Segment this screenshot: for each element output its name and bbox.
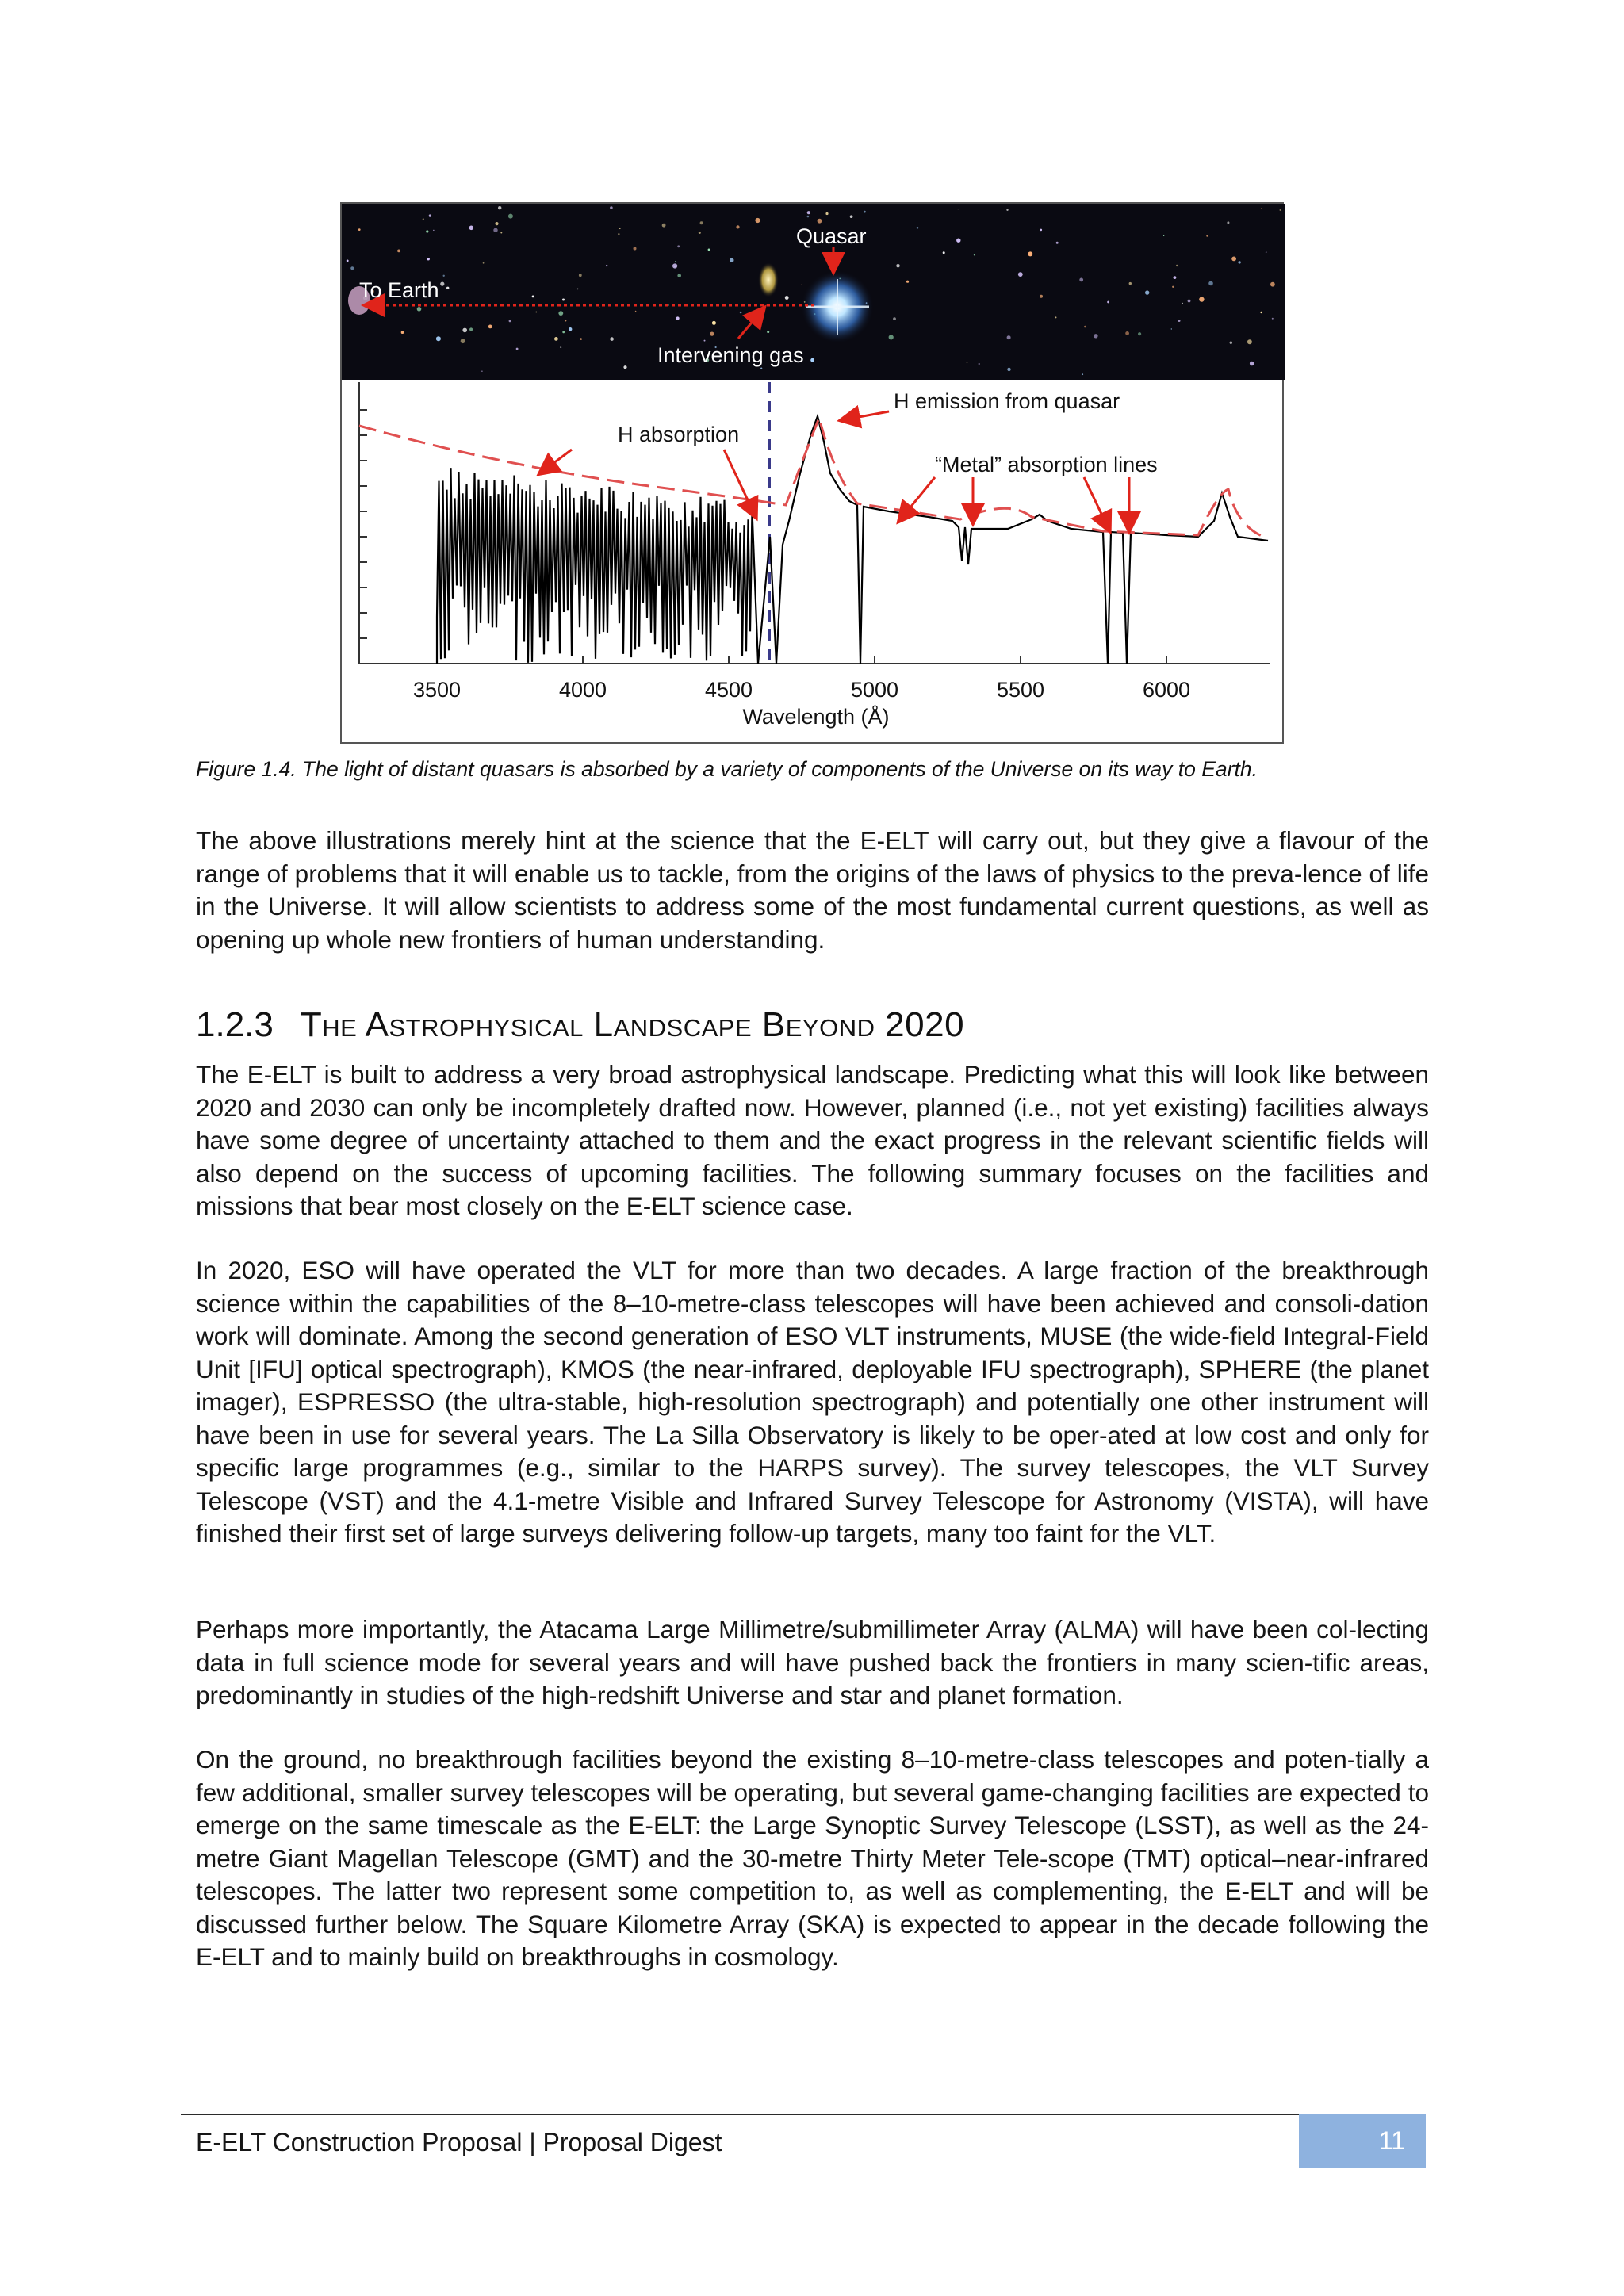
x-tick-label: 3500 — [412, 678, 462, 702]
star — [760, 368, 762, 369]
star — [943, 251, 945, 254]
star — [443, 275, 445, 277]
star — [818, 219, 822, 224]
star — [429, 214, 431, 216]
star — [767, 331, 769, 333]
star — [1107, 301, 1109, 304]
star — [1006, 209, 1008, 211]
intro-paragraph: The above illustrations merely hint at the science that the E-ELT will carry out, but they give a flavour of the range of problems that it will enable us to tackle, from the origins of the laws of physics to the preva-lence of life in the Universe. It will allow scientists to address some of the most fundamental current questions, as well as opening up whole new frontiers of human understanding. — [196, 826, 1429, 954]
star — [1270, 282, 1275, 287]
star — [1084, 326, 1086, 328]
star — [569, 327, 572, 331]
star — [1247, 339, 1252, 344]
star — [426, 230, 428, 232]
star — [662, 224, 666, 228]
star — [850, 215, 853, 218]
star — [672, 263, 677, 268]
star — [401, 331, 404, 334]
section-title: The Astrophysical Landscape Beyond 2020 — [300, 1005, 965, 1044]
star — [807, 211, 810, 214]
star — [1208, 281, 1213, 286]
footer-title: E-ELT Construction Proposal | Proposal Digest — [196, 2128, 722, 2156]
star — [516, 348, 519, 350]
star — [755, 218, 760, 223]
star — [1178, 320, 1181, 322]
star — [1007, 335, 1011, 339]
star — [1188, 300, 1191, 303]
star — [967, 362, 968, 363]
star — [1125, 331, 1129, 335]
star — [956, 239, 960, 243]
star — [1082, 373, 1083, 375]
star — [825, 212, 828, 215]
star — [1129, 282, 1132, 285]
star — [712, 321, 716, 325]
star — [509, 320, 511, 323]
star — [606, 265, 607, 266]
star — [498, 206, 501, 209]
star — [1145, 290, 1149, 294]
section-paragraph: In 2020, ESO will have operated the VLT for more than two decades. A large fraction of the breakthrough science within the capabilities of the 8–10-metre-class telescopes will have been achieved and consoli-dation work will dominate. Among the second generation of ESO VLT instruments, MUSE (the wide-field Integral-Field Unit [IFU] optical spectrograph), KMOS (the near-infrared, deployable IFU spectrograph), SPHERE (the planet imager), ESPRESSO (the ultra-stable, high-resolution spectrograph) and potentially one other instrument will have been in use for several years. The La Silla Observatory is likely to be oper-ated at low cost and only for specific large programmes (e.g., similar to the HARPS survey). The survey telescopes, the VLT Survey Telescope (VST) and the 4.1-metre Visible and Infrared Survey Telescope for Astronomy (VISTA), will have finished their first set of large surveys delivering follow-up targets, many too faint for the VLT. — [196, 1256, 1429, 1548]
star — [560, 346, 561, 348]
star — [469, 226, 474, 231]
star — [1176, 265, 1178, 266]
star — [1260, 312, 1262, 313]
page-number-badge — [1299, 2114, 1426, 2168]
star — [495, 222, 498, 225]
star — [810, 358, 814, 362]
star — [1266, 251, 1267, 253]
star — [350, 266, 354, 270]
star — [577, 289, 579, 290]
star — [917, 227, 919, 229]
star — [675, 261, 676, 262]
star — [1094, 334, 1097, 338]
x-tick-label: 5500 — [996, 678, 1045, 702]
x-axis-label: Wavelength (Å) — [742, 705, 890, 729]
star — [740, 312, 742, 314]
page-number: 11 — [1378, 2126, 1405, 2155]
star — [700, 221, 703, 224]
x-tick-label: 4000 — [558, 678, 607, 702]
star — [1272, 318, 1274, 320]
star — [433, 230, 434, 231]
section-paragraph: The E-ELT is built to address a very broad astrophysical landscape. Predicting what this will look like between 2020 and 2030 can only be incompletely drafted now. However, planned (i.e., not yet existing) facilities always have some degree of uncertainty attached to them and the exact progress in the relevant scientific fields will also depend on the success of upcoming facilities. The following summary focuses on the facilities and missions that bear most closely on the E-ELT science case. — [196, 1060, 1429, 1220]
h-emission-arrow — [841, 411, 889, 420]
star — [1199, 297, 1204, 301]
star — [896, 264, 899, 267]
spectrum-plot — [359, 382, 1270, 729]
star — [1172, 286, 1174, 288]
star — [483, 262, 485, 264]
star — [610, 206, 613, 209]
star — [1230, 342, 1232, 344]
star — [708, 249, 710, 251]
star — [1206, 235, 1208, 237]
star — [1261, 208, 1262, 209]
x-tick-label: 5000 — [850, 678, 899, 702]
label-h-absorption: H absorption — [618, 423, 740, 446]
label-intervening-gas: Intervening gas — [657, 343, 804, 367]
star — [469, 327, 473, 331]
star — [1231, 257, 1236, 262]
star — [906, 281, 909, 283]
star — [974, 254, 975, 256]
star — [532, 296, 534, 298]
star — [1018, 272, 1023, 277]
h-absorption-arrow-right — [724, 450, 756, 517]
star — [423, 218, 424, 220]
star — [397, 250, 400, 253]
star — [347, 260, 349, 262]
star — [785, 296, 789, 300]
star — [565, 320, 566, 322]
star — [618, 233, 619, 235]
star — [889, 335, 894, 339]
star — [488, 325, 492, 329]
star — [562, 331, 565, 334]
star — [677, 245, 680, 247]
section-heading — [196, 1005, 964, 1045]
star — [864, 211, 866, 213]
star — [1040, 229, 1043, 232]
star — [462, 328, 467, 333]
label-to-earth: To Earth — [359, 278, 439, 302]
star — [619, 228, 621, 229]
star — [358, 228, 361, 231]
star — [730, 258, 733, 262]
figure-graphic — [342, 204, 1285, 745]
star — [610, 337, 614, 341]
star — [1079, 278, 1083, 282]
star — [736, 225, 739, 228]
star — [427, 258, 430, 260]
star — [508, 214, 513, 219]
label-metal-lines: “Metal” absorption lines — [935, 453, 1158, 476]
star — [1227, 221, 1229, 224]
star — [710, 332, 714, 336]
star — [1007, 368, 1010, 371]
section-paragraph: Perhaps more importantly, the Atacama Large Millimetre/submillimeter Array (ALMA) will have been col-lecting data in full science mode for several years and will have pushed back the frontiers in many scien-tific areas, predominantly in studies of the high-redshift Universe and star and planet formation. — [196, 1615, 1429, 1709]
x-tick-label: 6000 — [1142, 678, 1191, 702]
star — [1040, 295, 1043, 298]
star — [1182, 303, 1183, 304]
star — [436, 336, 441, 341]
star — [623, 365, 626, 369]
star — [676, 316, 680, 320]
star — [417, 307, 422, 312]
star — [704, 340, 706, 342]
figure-quasar-spectrum — [340, 202, 1284, 744]
label-quasar: Quasar — [796, 224, 867, 248]
star — [500, 232, 502, 234]
star — [635, 311, 637, 312]
star — [1171, 328, 1172, 329]
star — [979, 363, 980, 365]
star — [440, 282, 444, 286]
star — [1238, 261, 1240, 263]
star — [554, 337, 558, 341]
star — [1056, 242, 1059, 244]
star — [1174, 276, 1177, 279]
star — [481, 370, 483, 372]
star — [1250, 362, 1254, 366]
star — [1028, 251, 1032, 256]
intervening-galaxy-icon — [758, 262, 779, 297]
star — [699, 232, 701, 234]
figure-caption: Figure 1.4. The light of distant quasars is absorbed by a variety of components of the Universe on its way to Earth. — [196, 757, 1258, 781]
section-number: 1.2.3 — [196, 1005, 274, 1044]
star — [677, 274, 681, 277]
star — [1055, 316, 1057, 318]
star — [558, 311, 563, 316]
section-paragraph: On the ground, no breakthrough facilities beyond the existing 8–10-metre-class telescopes and poten-tially a few additional, smaller survey telescopes will be operating, but several game-changing facilities are expected to emerge on the same timescale as the E-ELT: the Large Synoptic Survey Telescope (LSST), as well as the 24-metre Giant Magellan Telescope (GMT) and the 30-metre Thirty Meter Tele-scope (TMT) optical–near-infrared telescopes. The latter two represent some competition to, as well as complementing, the E-ELT and will be discussed further below. The Square Kilometre Array (SKA) is expected to appear in the decade following the E-ELT and to mainly build on breakthroughs in cosmology. — [196, 1745, 1429, 1971]
x-tick-label: 4500 — [704, 678, 753, 702]
h-absorption-arrow-left — [540, 450, 572, 473]
star — [580, 338, 582, 340]
label-h-emission: H emission from quasar — [894, 389, 1120, 413]
star — [893, 317, 896, 320]
star — [807, 216, 810, 218]
star — [1138, 332, 1141, 335]
star — [579, 274, 582, 277]
footer-divider — [181, 2114, 1426, 2115]
metal-arrow-3 — [1084, 477, 1109, 530]
star — [562, 299, 565, 301]
star — [493, 228, 497, 232]
star — [634, 247, 637, 251]
star — [1280, 209, 1281, 210]
star — [535, 312, 537, 313]
star — [446, 287, 449, 289]
star — [1163, 235, 1164, 236]
star — [461, 339, 465, 343]
